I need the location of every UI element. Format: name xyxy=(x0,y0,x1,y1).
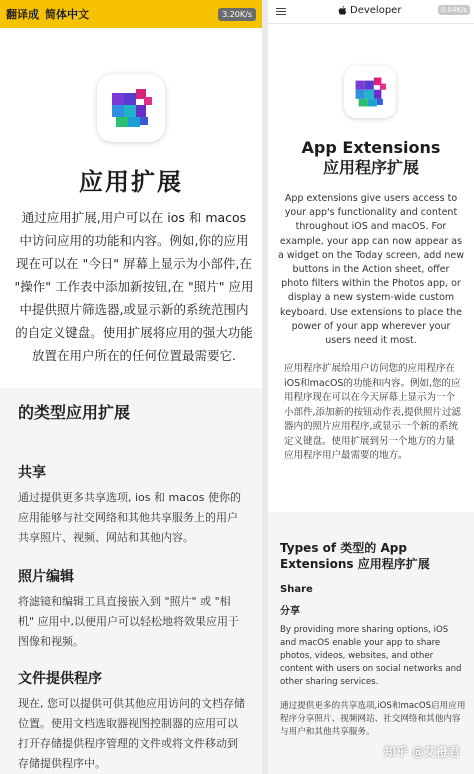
intro-paragraph: 通过应用扩展,用户可以在 ios 和 macos 中访问应用的功能和内容。例如,你的应用现在可以在 "今日" 屏幕上显示为小部件,在 "操作" 工作表中添加新按钮,在 "照片" 应用中提供照片筛选器,或显示新的系统范围内的自定义键盘。使用扩展将应用的强大功能放置在用户所在的任何位置最需要它. xyxy=(14,210,254,363)
translation-toolbar xyxy=(0,0,262,28)
developer-brand[interactable] xyxy=(338,5,401,16)
app-extensions-icon xyxy=(97,74,165,142)
share-title-zh: 分享 xyxy=(280,606,300,617)
share-body-zh: 通过提供更多的共享选项,iOS和macOS启用应用程序分享照片、视频网站、社交网络和其他内容与用户和其他共享服务。 xyxy=(280,701,466,737)
item-title-share: 共享 xyxy=(18,465,46,481)
share-title-en: Share xyxy=(280,584,313,595)
bilingual-page-pane xyxy=(268,0,474,774)
page-title: 应用扩展 xyxy=(79,168,183,196)
menu-icon[interactable] xyxy=(276,8,286,17)
item-body-share: 通过提供更多共享选项, ios 和 macos 使你的应用能够与社交网络和其他共享服务上的用户共享照片、视频、网站和其他内容。 xyxy=(18,491,241,544)
item-title-file-provider: 文件提供程序 xyxy=(18,671,102,687)
page-title-zh: 应用程序扩展 xyxy=(322,158,419,177)
language-selector[interactable]: 简体中文 xyxy=(45,8,89,21)
apple-logo-icon xyxy=(338,6,347,16)
intro-paragraph-zh: 应用程序扩展给用户访问您的应用程序在iOS和macOS的功能和内容。例如,您的应用程序现在可以在今天屏幕上显示为一个小部件,添加新的按钮动作表,提供照片过滤器内的照片应用程序,或显示一个新的系统定义键盘。使用扩展到另一个地方的力量应用程序用户最需要的地方。 xyxy=(284,363,462,461)
developer-navbar xyxy=(268,0,474,24)
item-body-file-provider: 现在, 您可以提供可供其他应用访问的文档存储位置。使用文档选取器视图控制器的应用可以打开存储提供程序管理的文件或将文件移动到存储提供程序中。 xyxy=(18,697,245,770)
share-body-en: By providing more sharing options, iOS and macOS enable your app to share photos, videos, websites, and other content with users on social networks and other sharing services. xyxy=(280,625,462,687)
developer-label: Developer xyxy=(350,5,402,16)
network-speed-badge: 0.04K/s xyxy=(438,5,470,15)
item-body-photo-editing: 将滤镜和编辑工具直接嵌入到 "照片" 或 "相机" 应用中,以便用户可以轻松地将效果应用于图像和视频。 xyxy=(18,595,240,648)
zhihu-watermark: 知乎 @艾橙君 xyxy=(383,745,460,759)
translate-to-label[interactable]: 翻译成 xyxy=(6,8,39,21)
app-extensions-icon xyxy=(344,66,396,118)
section-title: Types of 类型的 App Extensions 应用程序扩展 xyxy=(280,541,430,571)
section-title: 的类型应用扩展 xyxy=(18,403,131,422)
item-title-photo-editing: 照片编辑 xyxy=(18,569,74,585)
network-speed-badge: 3.20K/s xyxy=(218,8,256,21)
page-title-en: App Extensions xyxy=(301,138,441,157)
intro-paragraph-en: App extensions give users access to your app's functionality and content throughout iOS and macOS. For example, your app can now appear as a widget on the Today screen, add new buttons in the Action sheet, offer photo filters within the Photos app, or display a new system-wide custom keyboard. Use extensions to place the power of your app wherever your users need it most. xyxy=(278,193,465,347)
